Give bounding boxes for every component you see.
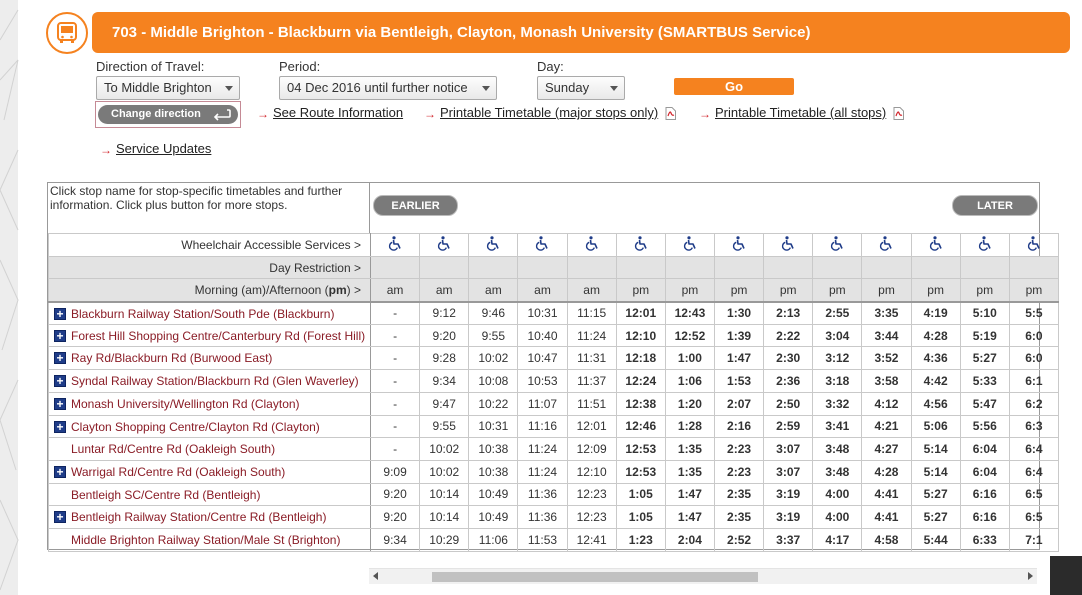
time-cell: 9:28 — [420, 347, 469, 370]
time-cell: 5:14 — [911, 460, 960, 483]
plus-expand-icon[interactable]: + — [54, 421, 66, 433]
period-label: Period: — [279, 59, 321, 74]
period-cell: am — [518, 279, 567, 302]
stop-cell — [49, 528, 371, 551]
period-cell: am — [567, 279, 616, 302]
horizontal-scrollbar[interactable] — [369, 568, 1037, 584]
period-cell: pm — [813, 279, 862, 302]
time-cell: 4:00 — [813, 483, 862, 506]
stop-cell — [49, 392, 371, 415]
time-cell: 6:0 — [1009, 324, 1058, 347]
time-cell: 12:38 — [616, 392, 665, 415]
timetable-all-link[interactable]: Printable Timetable (all stops) — [715, 105, 887, 120]
wheelchair-cell — [518, 234, 567, 257]
time-cell: 5:06 — [911, 415, 960, 438]
period-cell: am — [371, 279, 420, 302]
arrow-right-icon: → — [699, 107, 711, 121]
table-row — [49, 370, 1059, 393]
time-cell: 3:04 — [813, 324, 862, 347]
earlier-button[interactable]: EARLIER — [373, 195, 458, 216]
period-cell: pm — [714, 279, 763, 302]
time-cell: 10:47 — [518, 347, 567, 370]
time-cell: 4:41 — [862, 483, 911, 506]
time-cell: 10:02 — [420, 460, 469, 483]
stop-name-link[interactable]: Syndal Railway Station/Blackburn Rd (Glen Waverley) — [71, 374, 359, 389]
plus-expand-icon[interactable]: + — [54, 466, 66, 478]
time-cell: 12:23 — [567, 483, 616, 506]
day-restriction-cell — [960, 256, 1009, 279]
stop-cell — [49, 302, 371, 325]
wheelchair-icon — [535, 240, 549, 254]
floating-corner-button[interactable] — [1050, 556, 1082, 595]
time-cell: 4:19 — [911, 302, 960, 325]
time-cell: 2:36 — [764, 370, 813, 393]
arrow-right-icon: → — [424, 107, 436, 121]
time-cell: 12:18 — [616, 347, 665, 370]
wheelchair-cell — [911, 234, 960, 257]
time-cell: 12:52 — [665, 324, 714, 347]
time-cell: 11:15 — [567, 302, 616, 325]
time-cell: 12:43 — [665, 302, 714, 325]
service-updates-link[interactable]: Service Updates — [116, 141, 212, 156]
time-cell: 10:14 — [420, 483, 469, 506]
time-cell: 5:5 — [1009, 302, 1058, 325]
time-cell: 3:12 — [813, 347, 862, 370]
time-cell: 11:36 — [518, 483, 567, 506]
time-cell: 2:52 — [714, 528, 763, 551]
stop-name-link[interactable]: Blackburn Railway Station/South Pde (Blackburn) — [71, 306, 335, 321]
wheelchair-cell — [960, 234, 1009, 257]
time-cell: 4:56 — [911, 392, 960, 415]
time-cell: 4:21 — [862, 415, 911, 438]
plus-expand-icon[interactable]: + — [54, 511, 66, 523]
time-cell: 12:46 — [616, 415, 665, 438]
time-cell: 2:30 — [764, 347, 813, 370]
time-cell: 10:40 — [518, 324, 567, 347]
time-cell: 6:4 — [1009, 438, 1058, 461]
time-cell: 9:20 — [371, 483, 420, 506]
wheelchair-cell — [665, 234, 714, 257]
time-cell: 5:44 — [911, 528, 960, 551]
wheelchair-cell — [567, 234, 616, 257]
stop-name-link[interactable]: Middle Brighton Railway Station/Male St (Brighton) — [71, 532, 341, 547]
timetable-major-link[interactable]: Printable Timetable (major stops only) — [440, 105, 659, 120]
time-cell: 11:24 — [518, 438, 567, 461]
time-cell: 3:18 — [813, 370, 862, 393]
time-cell: 6:4 — [1009, 460, 1058, 483]
time-cell: 2:07 — [714, 392, 763, 415]
time-cell: 9:20 — [420, 324, 469, 347]
chevron-down-icon — [482, 86, 490, 91]
table-row — [49, 392, 1059, 415]
direction-label: Direction of Travel: — [96, 59, 205, 74]
day-restriction-cell — [911, 256, 960, 279]
time-cell: 6:5 — [1009, 483, 1058, 506]
time-cell: 4:58 — [862, 528, 911, 551]
period-cell: am — [469, 279, 518, 302]
time-cell: 10:31 — [469, 415, 518, 438]
time-cell: 9:20 — [371, 506, 420, 529]
pdf-icon[interactable] — [665, 107, 676, 120]
time-cell: 3:19 — [764, 506, 813, 529]
time-cell: 12:53 — [616, 460, 665, 483]
time-cell: 10:49 — [469, 506, 518, 529]
wheelchair-cell — [862, 234, 911, 257]
am-pm-row — [49, 279, 1059, 302]
day-restriction-cell — [371, 256, 420, 279]
time-cell: 3:48 — [813, 460, 862, 483]
day-restriction-label: Day Restriction > — [49, 256, 371, 279]
period-cell: pm — [665, 279, 714, 302]
wheelchair-icon — [486, 240, 500, 254]
stop-cell — [49, 415, 371, 438]
time-cell: 5:47 — [960, 392, 1009, 415]
time-cell: 5:56 — [960, 415, 1009, 438]
direction-select-value: To Middle Brighton — [104, 80, 212, 95]
stop-name-link[interactable]: Bentleigh SC/Centre Rd (Bentleigh) — [71, 487, 261, 502]
day-restriction-cell — [567, 256, 616, 279]
time-cell: 4:17 — [813, 528, 862, 551]
stop-cell — [49, 438, 371, 461]
wheelchair-icon — [978, 240, 992, 254]
go-button[interactable]: Go — [674, 78, 794, 95]
time-cell: 6:33 — [960, 528, 1009, 551]
time-cell: 9:47 — [420, 392, 469, 415]
time-cell: 1:28 — [665, 415, 714, 438]
time-cell: 10:22 — [469, 392, 518, 415]
stop-cell — [49, 506, 371, 529]
scroll-left-arrow-icon[interactable] — [373, 572, 378, 580]
period-cell: pm — [1009, 279, 1058, 302]
time-cell: 12:24 — [616, 370, 665, 393]
time-cell: 10:31 — [518, 302, 567, 325]
scroll-right-arrow-icon[interactable] — [1028, 572, 1033, 580]
direction-select[interactable] — [96, 76, 240, 100]
wheelchair-cell — [616, 234, 665, 257]
wheelchair-icon — [879, 240, 893, 254]
stop-cell — [49, 483, 371, 506]
day-restriction-cell — [518, 256, 567, 279]
time-cell: 2:59 — [764, 415, 813, 438]
day-restriction-cell — [862, 256, 911, 279]
day-select-value: Sunday — [545, 80, 590, 95]
timetable-grid — [48, 233, 1059, 552]
time-cell: 10:02 — [469, 347, 518, 370]
time-cell: 5:14 — [911, 438, 960, 461]
period-select[interactable] — [279, 76, 497, 100]
table-row — [49, 506, 1059, 529]
wheelchair-cell — [469, 234, 518, 257]
time-cell: 10:29 — [420, 528, 469, 551]
time-cell: 1:35 — [665, 460, 714, 483]
time-cell: 1:47 — [714, 347, 763, 370]
day-restriction-cell — [1009, 256, 1058, 279]
arrow-right-icon: → — [100, 143, 112, 157]
stop-name-link[interactable]: Bentleigh Railway Station/Centre Rd (Bentleigh) — [71, 510, 327, 525]
time-cell: 12:41 — [567, 528, 616, 551]
time-cell: 5:19 — [960, 324, 1009, 347]
time-cell: 4:12 — [862, 392, 911, 415]
period-cell: am — [420, 279, 469, 302]
stop-name-link[interactable]: Warrigal Rd/Centre Rd (Oakleigh South) — [71, 464, 286, 479]
time-cell: 9:55 — [420, 415, 469, 438]
return-arrow-icon — [213, 109, 231, 120]
time-cell: 3:37 — [764, 528, 813, 551]
wheelchair-cell — [764, 234, 813, 257]
stop-name-link[interactable]: Luntar Rd/Centre Rd (Oakleigh South) — [71, 442, 276, 457]
timetable-navigation — [369, 183, 1041, 233]
time-cell: 2:50 — [764, 392, 813, 415]
time-cell: 4:28 — [862, 460, 911, 483]
time-cell: 6:04 — [960, 438, 1009, 461]
time-cell: 10:08 — [469, 370, 518, 393]
time-cell: 10:38 — [469, 438, 518, 461]
time-cell: 5:33 — [960, 370, 1009, 393]
time-cell: 11:24 — [567, 324, 616, 347]
time-cell: 1:35 — [665, 438, 714, 461]
time-cell: 2:35 — [714, 506, 763, 529]
plus-expand-icon[interactable]: + — [54, 398, 66, 410]
time-cell: 11:51 — [567, 392, 616, 415]
time-cell: 10:02 — [420, 438, 469, 461]
wheelchair-icon — [585, 240, 599, 254]
arrow-right-icon: → — [257, 107, 269, 121]
time-cell: - — [371, 415, 420, 438]
period-cell: pm — [862, 279, 911, 302]
time-cell: 4:00 — [813, 506, 862, 529]
time-cell: 1:23 — [616, 528, 665, 551]
time-cell: 6:3 — [1009, 415, 1058, 438]
table-row — [49, 415, 1059, 438]
time-cell: 10:14 — [420, 506, 469, 529]
time-cell: 12:10 — [567, 460, 616, 483]
pdf-icon[interactable] — [893, 107, 904, 120]
time-cell: 11:16 — [518, 415, 567, 438]
plus-expand-icon[interactable]: + — [54, 375, 66, 387]
am-pm-label: Morning (am)/Afternoon (pm) > — [49, 279, 371, 302]
time-cell: 4:41 — [862, 506, 911, 529]
time-cell: 11:53 — [518, 528, 567, 551]
table-row — [49, 528, 1059, 551]
stop-cell — [49, 460, 371, 483]
day-select[interactable] — [537, 76, 625, 100]
day-restriction-cell — [714, 256, 763, 279]
day-restriction-cell — [469, 256, 518, 279]
time-cell: 1:05 — [616, 483, 665, 506]
route-title: 703 - Middle Brighton - Blackburn via Bentleigh, Clayton, Monash University (SMARTBUS Service) — [92, 12, 1070, 53]
stop-name-link[interactable]: Monash University/Wellington Rd (Clayton) — [71, 396, 300, 411]
time-cell: 9:09 — [371, 460, 420, 483]
time-cell: 5:27 — [911, 483, 960, 506]
time-cell: 6:2 — [1009, 392, 1058, 415]
plus-expand-icon[interactable]: + — [54, 330, 66, 342]
table-row — [49, 347, 1059, 370]
time-cell: 6:1 — [1009, 370, 1058, 393]
change-direction-focus — [95, 101, 241, 128]
day-restriction-cell — [665, 256, 714, 279]
time-cell: 12:01 — [616, 302, 665, 325]
wheelchair-icon — [732, 240, 746, 254]
time-cell: - — [371, 302, 420, 325]
time-cell: 3:19 — [764, 483, 813, 506]
time-cell: 9:46 — [469, 302, 518, 325]
time-cell: 2:22 — [764, 324, 813, 347]
time-cell: 9:12 — [420, 302, 469, 325]
time-cell: - — [371, 392, 420, 415]
timetable — [47, 182, 1043, 550]
time-cell: 1:47 — [665, 483, 714, 506]
time-cell: 2:55 — [813, 302, 862, 325]
stop-cell — [49, 370, 371, 393]
time-cell: - — [371, 324, 420, 347]
day-restriction-row — [49, 256, 1059, 279]
time-cell: 12:53 — [616, 438, 665, 461]
bus-icon — [46, 12, 88, 54]
time-cell: 5:10 — [960, 302, 1009, 325]
time-cell: 10:49 — [469, 483, 518, 506]
time-cell: 3:52 — [862, 347, 911, 370]
time-cell: 4:42 — [911, 370, 960, 393]
time-cell: 6:04 — [960, 460, 1009, 483]
time-cell: 11:31 — [567, 347, 616, 370]
period-select-value: 04 Dec 2016 until further notice — [287, 80, 468, 95]
time-cell: 3:32 — [813, 392, 862, 415]
time-cell: 6:16 — [960, 483, 1009, 506]
route-info-link[interactable]: See Route Information — [273, 105, 404, 120]
stop-cell — [49, 347, 371, 370]
time-cell: - — [371, 370, 420, 393]
time-cell: 6:16 — [960, 506, 1009, 529]
change-direction-label: Change direction — [111, 108, 201, 120]
time-cell: 3:58 — [862, 370, 911, 393]
time-cell: 11:07 — [518, 392, 567, 415]
time-cell: 4:36 — [911, 347, 960, 370]
time-cell: 9:34 — [420, 370, 469, 393]
wheelchair-row-label: Wheelchair Accessible Services > — [49, 234, 371, 257]
time-cell: 12:10 — [616, 324, 665, 347]
wheelchair-cell — [1009, 234, 1058, 257]
time-cell: 6:0 — [1009, 347, 1058, 370]
wheelchair-icon — [1027, 240, 1041, 254]
table-row — [49, 438, 1059, 461]
day-restriction-cell — [764, 256, 813, 279]
chevron-down-icon — [225, 86, 233, 91]
time-cell: 3:48 — [813, 438, 862, 461]
time-cell: 3:07 — [764, 460, 813, 483]
time-cell: 4:27 — [862, 438, 911, 461]
wheelchair-cell — [371, 234, 420, 257]
time-cell: 11:06 — [469, 528, 518, 551]
time-cell: 6:5 — [1009, 506, 1058, 529]
time-cell: 3:07 — [764, 438, 813, 461]
period-cell: pm — [764, 279, 813, 302]
time-cell: 12:23 — [567, 506, 616, 529]
wheelchair-cell — [813, 234, 862, 257]
wheelchair-icon — [929, 240, 943, 254]
wheelchair-icon — [683, 240, 697, 254]
wheelchair-icon — [634, 240, 648, 254]
scrollbar-thumb[interactable] — [432, 572, 758, 582]
table-row — [49, 302, 1059, 325]
plus-expand-icon[interactable]: + — [54, 308, 66, 320]
day-restriction-cell — [813, 256, 862, 279]
time-cell: 11:24 — [518, 460, 567, 483]
wheelchair-icon — [781, 240, 795, 254]
time-cell: - — [371, 438, 420, 461]
time-cell: 9:34 — [371, 528, 420, 551]
time-cell: 2:35 — [714, 483, 763, 506]
stop-name-link[interactable]: Ray Rd/Blackburn Rd (Burwood East) — [71, 351, 273, 366]
time-cell: 2:13 — [764, 302, 813, 325]
period-cell: pm — [911, 279, 960, 302]
time-cell: 4:28 — [911, 324, 960, 347]
table-row — [49, 460, 1059, 483]
time-cell: 2:04 — [665, 528, 714, 551]
time-cell: 1:00 — [665, 347, 714, 370]
day-restriction-cell — [616, 256, 665, 279]
time-cell: 1:06 — [665, 370, 714, 393]
later-button[interactable]: LATER — [952, 195, 1038, 216]
chevron-down-icon — [610, 86, 618, 91]
time-cell: - — [371, 347, 420, 370]
wheelchair-cell — [714, 234, 763, 257]
time-cell: 10:38 — [469, 460, 518, 483]
time-cell: 3:44 — [862, 324, 911, 347]
period-cell: pm — [616, 279, 665, 302]
time-cell: 11:37 — [567, 370, 616, 393]
time-cell: 7:1 — [1009, 528, 1058, 551]
time-cell: 11:36 — [518, 506, 567, 529]
table-row — [49, 324, 1059, 347]
wheelchair-icon — [388, 240, 402, 254]
time-cell: 2:23 — [714, 438, 763, 461]
stop-name-link[interactable]: Clayton Shopping Centre/Clayton Rd (Clayton) — [71, 419, 320, 434]
wheelchair-icon — [830, 240, 844, 254]
day-restriction-cell — [420, 256, 469, 279]
time-cell: 1:05 — [616, 506, 665, 529]
time-cell: 12:09 — [567, 438, 616, 461]
wheelchair-row — [49, 234, 1059, 257]
time-cell: 2:23 — [714, 460, 763, 483]
time-cell: 1:20 — [665, 392, 714, 415]
time-cell: 3:41 — [813, 415, 862, 438]
time-cell: 5:27 — [960, 347, 1009, 370]
time-cell: 9:55 — [469, 324, 518, 347]
time-cell: 2:16 — [714, 415, 763, 438]
period-cell: pm — [960, 279, 1009, 302]
wheelchair-cell — [420, 234, 469, 257]
time-cell: 1:47 — [665, 506, 714, 529]
table-row — [49, 483, 1059, 506]
time-cell: 1:39 — [714, 324, 763, 347]
time-cell: 3:35 — [862, 302, 911, 325]
time-cell: 5:27 — [911, 506, 960, 529]
stop-name-link[interactable]: Forest Hill Shopping Centre/Canterbury Rd (Forest Hill) — [71, 328, 366, 343]
stop-cell — [49, 324, 371, 347]
timetable-instructions: Click stop name for stop-specific timetables and further information. Click plus button for more stops. — [50, 184, 343, 212]
decorative-pattern — [0, 0, 18, 595]
change-direction-button[interactable] — [98, 105, 238, 124]
time-cell: 1:30 — [714, 302, 763, 325]
day-label: Day: — [537, 59, 564, 74]
plus-expand-icon[interactable]: + — [54, 352, 66, 364]
time-cell: 10:53 — [518, 370, 567, 393]
time-cell: 1:53 — [714, 370, 763, 393]
time-cell: 12:01 — [567, 415, 616, 438]
wheelchair-icon — [437, 240, 451, 254]
